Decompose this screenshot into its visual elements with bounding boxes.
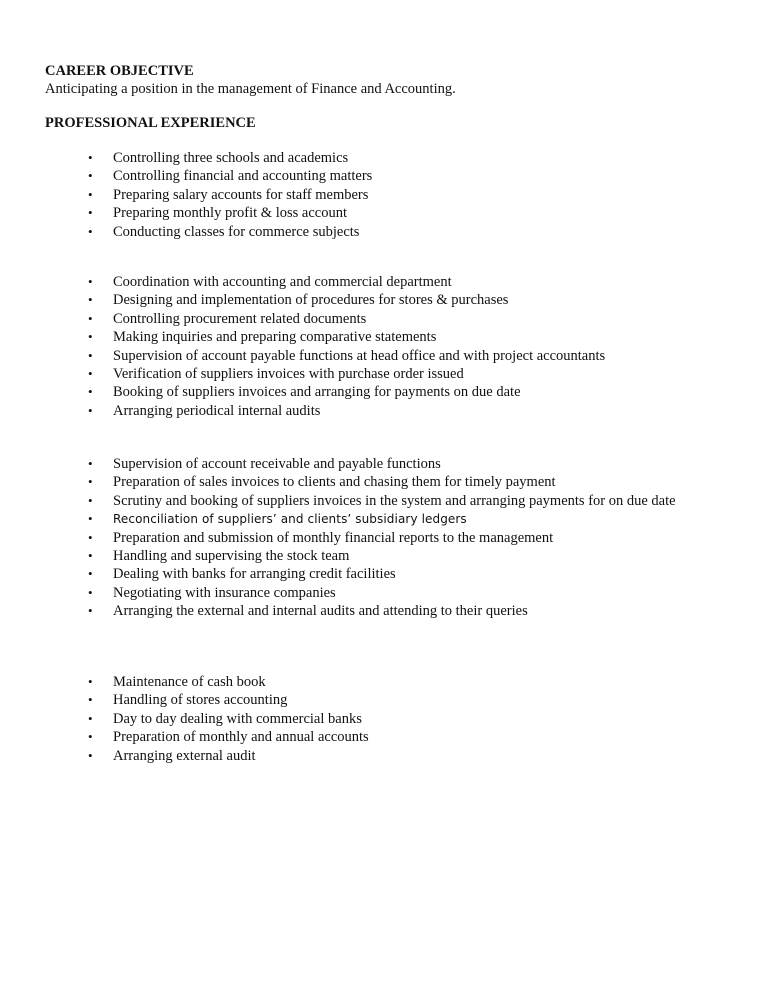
list-item (0, 455, 676, 473)
list-item (0, 310, 605, 328)
list-item (0, 565, 676, 583)
list-item-text: Handling and supervising the stock team (113, 547, 350, 564)
list-item-text: Arranging external audit (113, 747, 256, 764)
bullet-icon: • (88, 329, 93, 345)
list-item (0, 365, 605, 383)
bullet-icon: • (88, 186, 93, 202)
bullet-icon: • (88, 168, 93, 184)
bullet-icon: • (88, 547, 93, 563)
bullet-icon: • (88, 584, 93, 600)
list-item-text: Preparation of monthly and annual accounts (113, 729, 369, 746)
list-item (0, 291, 605, 309)
bullet-icon: • (88, 223, 93, 239)
experience-block-4 (0, 673, 369, 765)
list-item (0, 728, 369, 746)
list-item-text: Dealing with banks for arranging credit facilities (113, 566, 396, 583)
list-item (0, 547, 676, 565)
list-item-text: Controlling financial and accounting matters (113, 168, 373, 185)
list-item (0, 383, 605, 401)
bullet-icon: • (88, 205, 93, 221)
list-item (0, 673, 369, 691)
bullet-icon: • (88, 566, 93, 582)
bullet-icon: • (88, 347, 93, 363)
bullet-icon: • (88, 511, 93, 527)
list-item-text: Day to day dealing with commercial banks (113, 710, 362, 727)
bullet-icon: • (88, 402, 93, 418)
career-objective-heading: CAREER OBJECTIVE (45, 63, 194, 79)
list-item (0, 149, 372, 167)
bullet-icon: • (88, 529, 93, 545)
list-item (0, 710, 369, 728)
list-item-text: Arranging the external and internal audits and attending to their queries (113, 603, 528, 620)
list-item-text: Reconciliation of suppliers’ and clients’ subsidiary ledgers (113, 512, 467, 527)
list-item-text: Negotiating with insurance companies (113, 584, 336, 601)
experience-block-1 (0, 149, 372, 241)
bullet-icon: • (88, 710, 93, 726)
bullet-icon: • (88, 603, 93, 619)
list-item-text: Arranging periodical internal audits (113, 402, 321, 419)
list-item-text: Booking of suppliers invoices and arranging for payments on due date (113, 384, 521, 401)
list-item (0, 186, 372, 204)
bullet-icon: • (88, 150, 93, 165)
bullet-icon: • (88, 729, 93, 745)
list-item-text: Making inquiries and preparing comparative statements (113, 329, 437, 346)
list-item-text: Conducting classes for commerce subjects (113, 223, 360, 240)
bullet-icon: • (88, 310, 93, 326)
list-item-text: Verification of suppliers invoices with purchase order issued (113, 365, 464, 382)
list-item-text: Controlling three schools and academics (113, 150, 349, 166)
bullet-icon: • (88, 292, 93, 308)
bullet-icon: • (88, 674, 93, 689)
list-item (0, 347, 605, 365)
list-item (0, 204, 372, 222)
bullet-icon: • (88, 492, 93, 508)
list-item (0, 747, 369, 765)
list-item (0, 529, 676, 547)
professional-experience-heading: PROFESSIONAL EXPERIENCE (45, 115, 256, 131)
list-item (0, 473, 676, 491)
list-item-text: Handling of stores accounting (113, 692, 288, 709)
list-item-text: Preparing monthly profit & loss account (113, 205, 347, 222)
list-item (0, 492, 676, 510)
bullet-icon: • (88, 747, 93, 763)
list-item-text: Supervision of account receivable and payable functions (113, 456, 441, 472)
list-item (0, 691, 369, 709)
bullet-icon: • (88, 692, 93, 708)
list-item-text: Controlling procurement related documents (113, 310, 367, 327)
bullet-icon: • (88, 384, 93, 400)
list-item-text: Preparation and submission of monthly financial reports to the management (113, 529, 554, 546)
bullet-icon: • (88, 365, 93, 381)
list-item (0, 167, 372, 185)
list-item (0, 328, 605, 346)
bullet-icon: • (88, 274, 93, 289)
list-item (0, 584, 676, 602)
list-item (0, 602, 676, 620)
list-item (0, 510, 676, 528)
list-item-text: Preparing salary accounts for staff members (113, 186, 369, 203)
list-item-text: Supervision of account payable functions at head office and with project accountants (113, 347, 606, 364)
list-item-text: Maintenance of cash book (113, 674, 266, 690)
list-item-text: Scrutiny and booking of suppliers invoices in the system and arranging payments for on due date (113, 492, 676, 509)
list-item-text: Preparation of sales invoices to clients and chasing them for timely payment (113, 474, 556, 491)
list-item-text: Coordination with accounting and commercial department (113, 274, 452, 290)
list-item (0, 402, 605, 420)
list-item-text: Designing and implementation of procedures for stores & purchases (113, 292, 509, 309)
list-item (0, 273, 605, 291)
bullet-icon: • (88, 474, 93, 490)
career-objective-text: Anticipating a position in the management of Finance and Accounting. (45, 81, 456, 97)
experience-block-2 (0, 273, 605, 420)
bullet-icon: • (88, 456, 93, 471)
list-item (0, 223, 372, 241)
experience-block-3 (0, 455, 676, 621)
